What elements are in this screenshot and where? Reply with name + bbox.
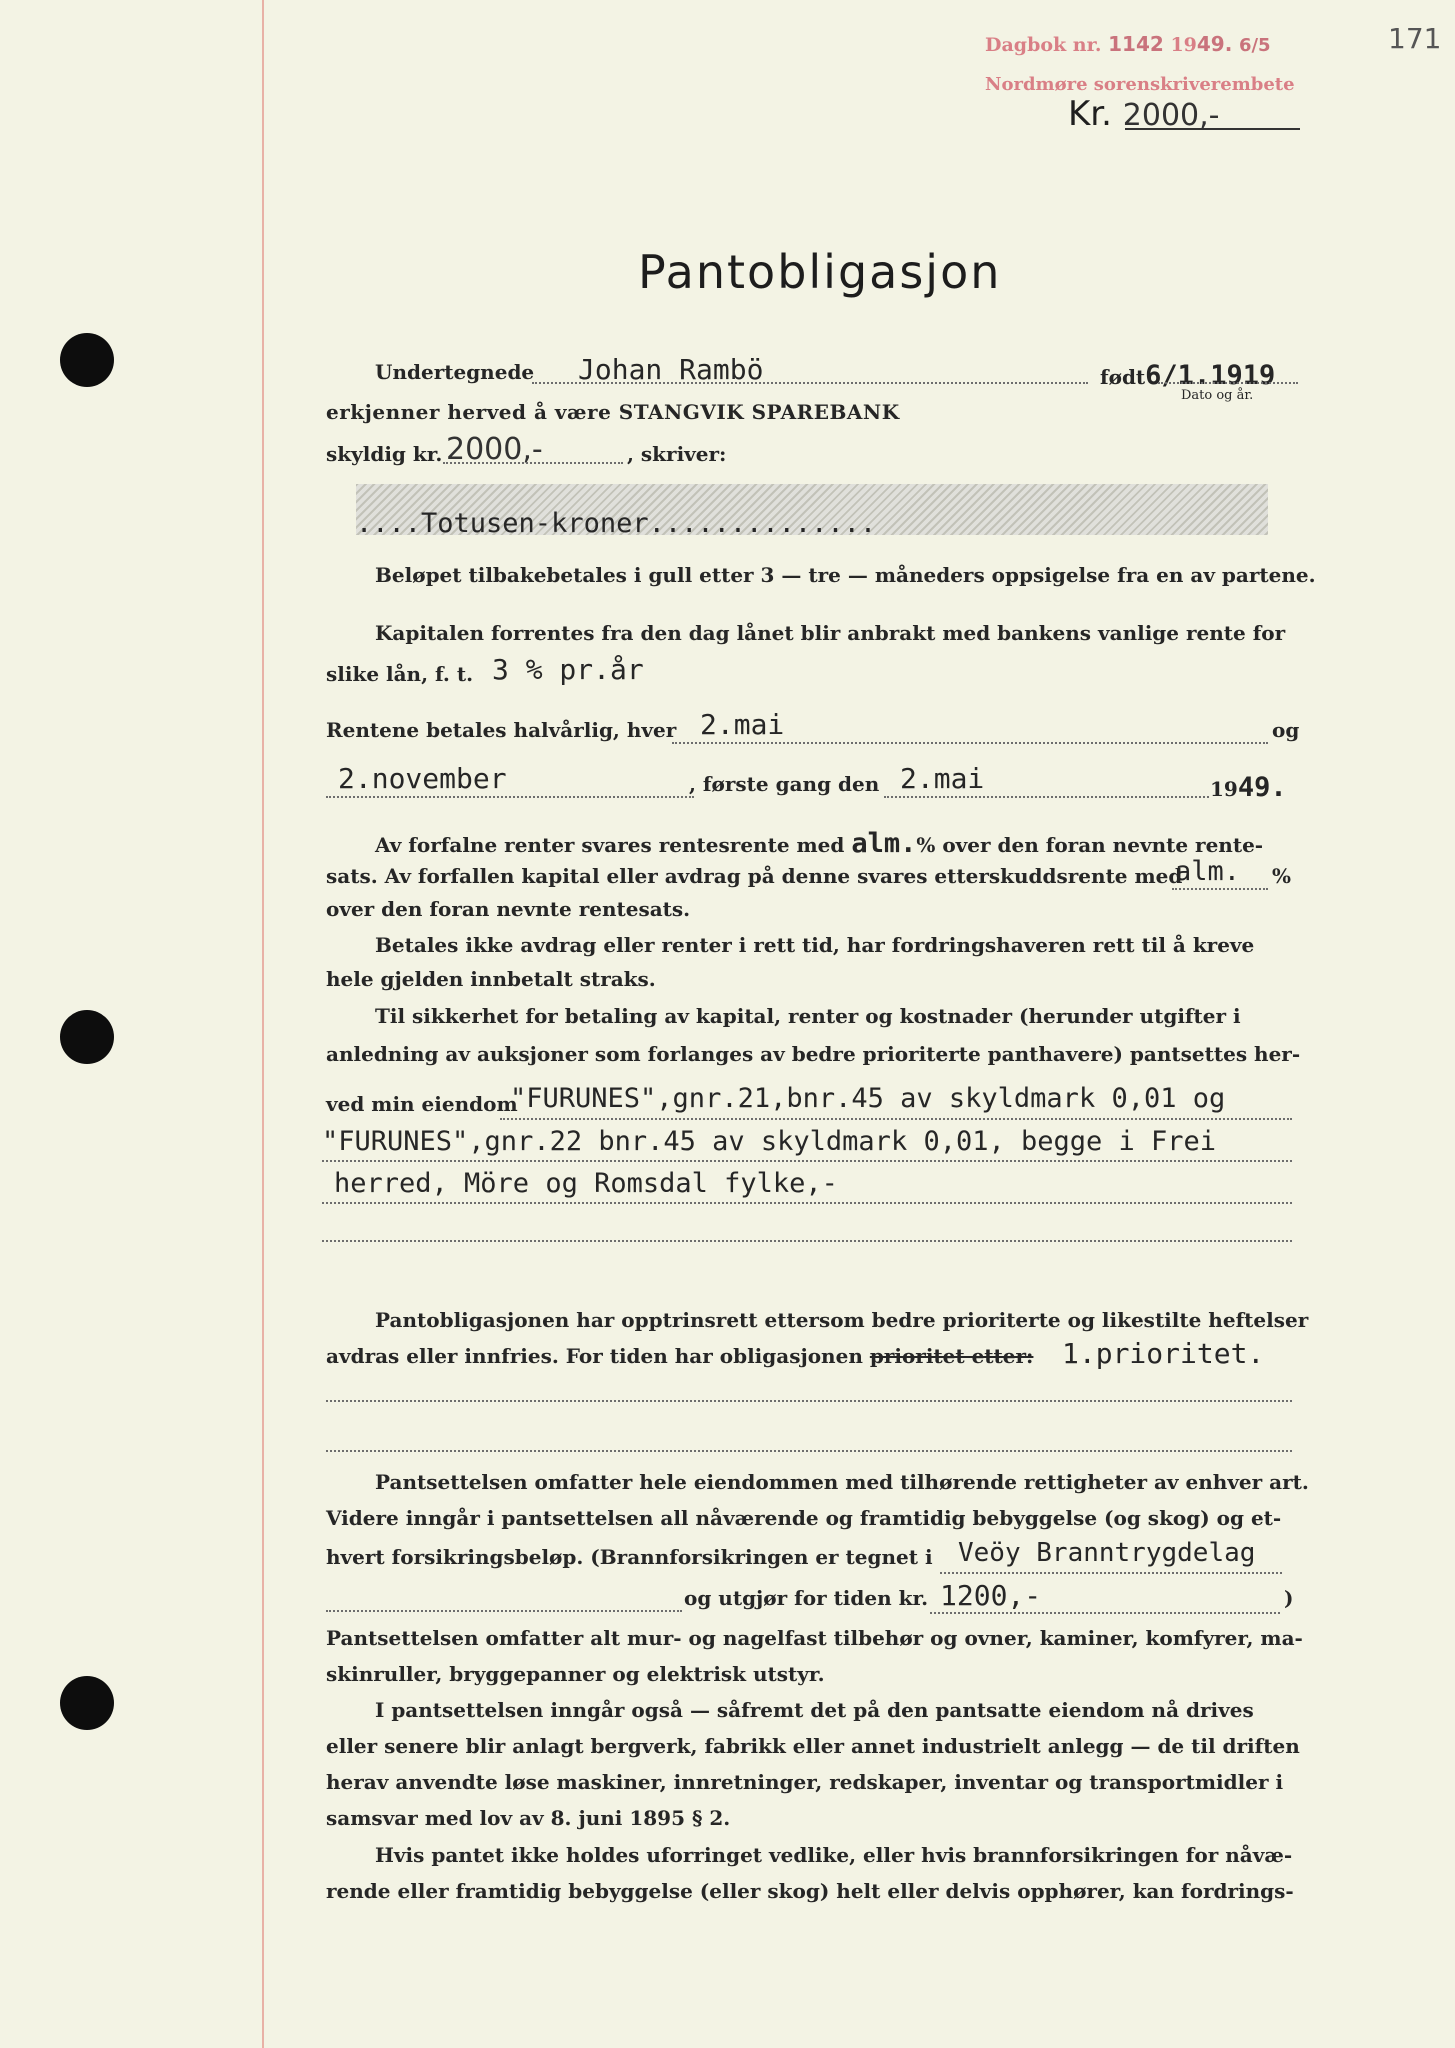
insured-amount-line [930, 1612, 1280, 1614]
scope-clause-line2: Videre inngår i pantsettelsen all nåværende og framtidig bebyggelse (og skog) og et- [326, 1506, 1282, 1530]
priority-clause-line2 [326, 1344, 1033, 1368]
industry-clause-line2: eller senere blir anlagt bergverk, fabrikk eller annet industrielt anlegg — de til driften [326, 1734, 1300, 1758]
priority-dots-2 [326, 1450, 1292, 1452]
security-clause-line2: anledning av auksjoner som forlanges av bedre prioriterte panthavere) pantsettes her- [326, 1042, 1301, 1066]
overdue-rate-1: alm. [851, 828, 917, 859]
year-hand: 49. [1237, 772, 1287, 803]
amount-words: ....Totusen-kroner.............. [356, 508, 877, 539]
amount-header-underline [1125, 128, 1300, 130]
interest-payment-label: Rentene betales halvårlig, hver [326, 718, 677, 742]
skyldig-value: 2000,- [446, 432, 543, 467]
interest-clause-line1: Kapitalen forrentes fra den dag lånet blir anbrakt med bankens vanlige rente for [375, 621, 1286, 645]
stamp-year-hand: 49. [1196, 32, 1233, 56]
fodt-label: født [1100, 365, 1146, 389]
forste-gang-label: , første gang den [689, 772, 880, 796]
punch-hole-top [60, 333, 114, 387]
property-line-3: herred, Möre og Romsdal fylke,- [334, 1168, 838, 1199]
registry-stamp-line2: Nordmøre sorenskriverembete [985, 74, 1295, 95]
stamp-date-hand: 6/5 [1238, 35, 1271, 56]
default-clause-line2: hele gjelden innbetalt straks. [326, 967, 656, 991]
maintenance-clause-line2: rende eller framtidig bebyggelse (eller skog) helt eller delvis opphører, kan fordrings- [326, 1879, 1294, 1903]
interest-date-2: 2.november [338, 762, 507, 795]
fixtures-clause-line1: Pantsettelsen omfatter alt mur- og nagelfast tilbehør og ovner, kaminer, komfyrer, ma- [326, 1626, 1303, 1650]
interest-date-1-line [672, 742, 1268, 744]
interest-date-2-line [326, 796, 694, 798]
stamp-label: Dagbok nr. [985, 34, 1102, 56]
amount-header-value: 2000,- [1122, 98, 1220, 133]
document-title: Pantobligasjon [638, 245, 1002, 299]
property-line-1: "FURUNES",gnr.21,bnr.45 av skyldmark 0,01 og [510, 1083, 1226, 1114]
fodt-dotted-line [1158, 382, 1298, 384]
overdue-text-1b: % over den foran nevnte rente- [916, 833, 1264, 857]
undertegnede-label: Undertegnede [375, 360, 535, 384]
interest-clause-line2: slike lån, f. t. [326, 662, 474, 686]
skyldig-dotted-line [443, 462, 623, 464]
default-clause-line1: Betales ikke avdrag eller renter i rett tid, har fordringshaveren rett til å kreve [375, 933, 1255, 957]
registry-stamp-line1 [985, 32, 1271, 56]
property-line-3-dots [322, 1202, 1292, 1204]
dato-label: Dato og år. [1181, 388, 1254, 403]
fodt-value: 6/1.1919 [1145, 360, 1276, 391]
priority-dots-1 [326, 1400, 1292, 1402]
overdue-text-3: over den foran nevnte rentesats. [326, 897, 691, 921]
interest-rate-suffix: % pr.år [525, 653, 644, 686]
insurance-blank-line [326, 1610, 682, 1612]
industry-clause-line3: herav anvendte løse maskiner, innretninger, redskaper, inventar og transportmidler i [326, 1770, 1284, 1794]
insured-amount-value: 1200,- [940, 1579, 1042, 1612]
overdue-text-1a: Av forfalne renter svares rentesrente med [375, 833, 845, 857]
industry-clause-line1: I pantsettelsen inngår også — såfremt det på den pantsatte eiendom nå drives [375, 1698, 1254, 1722]
property-line-2-dots [322, 1160, 1292, 1162]
first-payment-line [884, 796, 1209, 798]
interest-rate-value: 3 [492, 653, 509, 686]
fodt-field [1100, 360, 1275, 391]
property-line-2: "FURUNES",gnr.22 bnr.45 av skyldmark 0,01, begge i Frei [322, 1126, 1217, 1157]
insured-amount-label: og utgjør for tiden kr. [684, 1586, 929, 1610]
skriver-label: , skriver: [627, 442, 727, 466]
security-clause-line3: ved min eiendom [326, 1092, 518, 1116]
insurer-name: Veöy Branntrygdelag [958, 1538, 1256, 1568]
priority-clause-line1: Pantobligasjonen har opptrinsrett ettersom bedre prioriterte og likestilte heftelser [375, 1308, 1309, 1332]
scope-clause-line1: Pantsettelsen omfatter hele eiendommen med tilhørende rettigheter av enhver art. [375, 1470, 1309, 1494]
maintenance-clause-line1: Hvis pantet ikke holdes uforringet vedlike, eller hvis brannforsikringen for nåvæ- [375, 1843, 1293, 1867]
page-number: 171 [1388, 22, 1442, 55]
overdue-interest-line1 [375, 828, 1263, 859]
repayment-clause: Beløpet tilbakebetales i gull etter 3 — tre — måneders oppsigelse fra en av partene. [375, 563, 1316, 587]
insurer-line [940, 1572, 1282, 1574]
industry-clause-line4: samsvar med lov av 8. juni 1895 § 2. [326, 1806, 731, 1830]
stamp-year-print: 19 [1170, 34, 1197, 56]
priority-struck-text: prioritet etter: [869, 1344, 1034, 1368]
overdue-rate-2: alm. [1175, 856, 1241, 887]
og-label: og [1272, 718, 1300, 742]
first-payment-year [1210, 772, 1287, 803]
overdue-text-2a: sats. Av forfallen kapital eller avdrag på denne svares etterskuddsrente med [326, 864, 1183, 888]
interest-rate-field [492, 653, 644, 686]
skyldig-label: skyldig kr. [326, 442, 443, 466]
name-dotted-line [532, 382, 1088, 384]
close-paren: ) [1284, 1586, 1294, 1610]
punch-hole-middle [60, 1010, 114, 1064]
amount-header-label: Kr. [1068, 94, 1112, 134]
priority-text: avdras eller innfries. For tiden har obligasjonen [326, 1344, 863, 1368]
margin-line [262, 0, 264, 2048]
erkjenner-line: erkjenner herved å være STANGVIK SPAREBANK [326, 400, 900, 424]
interest-date-1: 2.mai [700, 708, 785, 741]
scope-clause-line3: hvert forsikringsbeløp. (Brannforsikringen er tegnet i [326, 1545, 933, 1569]
overdue-percent: % [1272, 864, 1292, 888]
year-print: 19 [1210, 777, 1238, 801]
priority-value: 1.prioritet. [1062, 1337, 1265, 1370]
debtor-name: Johan Rambö [578, 353, 764, 386]
security-clause-line1: Til sikkerhet for betaling av kapital, renter og kostnader (herunder utgifter i [375, 1004, 1241, 1028]
stamp-number: 1142 [1108, 32, 1164, 56]
overdue-rate-2-line [1172, 888, 1268, 890]
property-line-4-dots [322, 1240, 1292, 1242]
fixtures-clause-line2: skinruller, bryggepanner og elektrisk utstyr. [326, 1662, 825, 1686]
property-line-1-dots [500, 1118, 1292, 1120]
punch-hole-bottom [60, 1676, 114, 1730]
first-payment-date: 2.mai [900, 762, 985, 795]
